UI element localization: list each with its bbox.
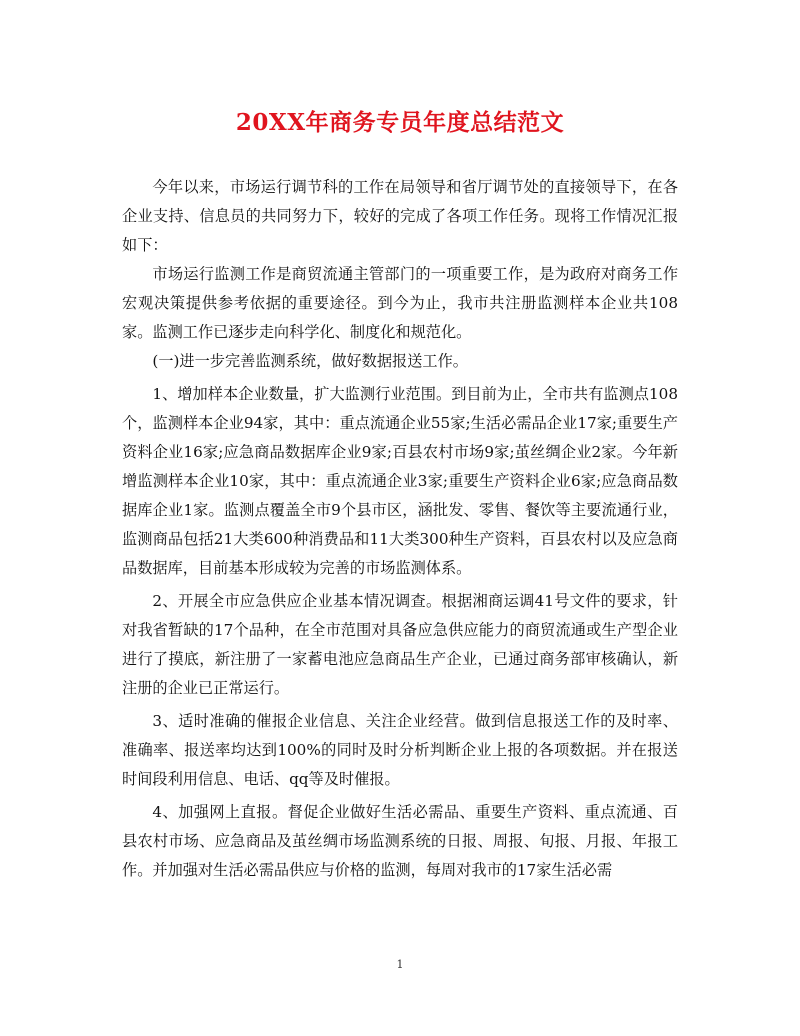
document-body bbox=[122, 173, 678, 885]
paragraph-item-4: 4、加强网上直报。督促企业做好生活必需品、重要生产资料、重点流通、百县农村市场、应急商品及茧丝绸市场监测系统的日报、周报、旬报、月报、年报工作。并加强对生活必需品供应与价格的监测，每周对我市的17家生活必需 bbox=[122, 803, 678, 879]
paragraph-item-2: 2、开展全市应急供应企业基本情况调查。根据湘商运调41号文件的要求，针对我省暂缺的17个品种，在全市范围对具备应急供应能力的商贸流通或生产型企业进行了摸底，新注册了一家蓄电池应急商品生产企业，已通过商务部审核确认，新注册的企业已正常运行。 bbox=[122, 592, 678, 697]
paragraph-section-heading: (一)进一步完善监测系统，做好数据报送工作。 bbox=[152, 352, 468, 370]
paragraph-intro: 今年以来，市场运行调节科的工作在局领导和省厅调节处的直接领导下，在各企业支持、信息员的共同努力下，较好的完成了各项工作任务。现将工作情况汇报如下： bbox=[122, 178, 678, 254]
paragraph-item-1: 1、增加样本企业数量，扩大监测行业范围。到目前为止，全市共有监测点108个，监测样本企业94家，其中：重点流通企业55家;生活必需品企业17家;重要生产资料企业16家;应急商品数据库企业9家;百县农村市场9家;茧丝绸企业2家。今年新增监测样本企业10家，其中：重点流通企业3家;重要生产资料企业6家;应急商品数据库企业1家。监测点覆盖全市9个县市区，涵批发、零售、餐饮等主要流通行业，监测商品包括21大类600种消费品和11大类300种生产资料，百县农村以及应急商品数据库，目前基本形成较为完善的市场监测体系。 bbox=[122, 385, 678, 577]
paragraph-monitoring-overview: 市场运行监测工作是商贸流通主管部门的一项重要工作，是为政府对商务工作宏观决策提供参考依据的重要途径。到今为止，我市共注册监测样本企业共108家。监测工作已逐步走向科学化、制度化和规范化。 bbox=[122, 265, 678, 341]
document-title: 20XX年商务专员年度总结范文 bbox=[235, 109, 565, 136]
paragraph-item-3: 3、适时准确的催报企业信息、关注企业经营。做到信息报送工作的及时率、准确率、报送率均达到100%的同时及时分析判断企业上报的各项数据。并在报送时间段利用信息、电话、qq等及时催报。 bbox=[122, 712, 678, 788]
page-number: 1 bbox=[396, 958, 404, 971]
